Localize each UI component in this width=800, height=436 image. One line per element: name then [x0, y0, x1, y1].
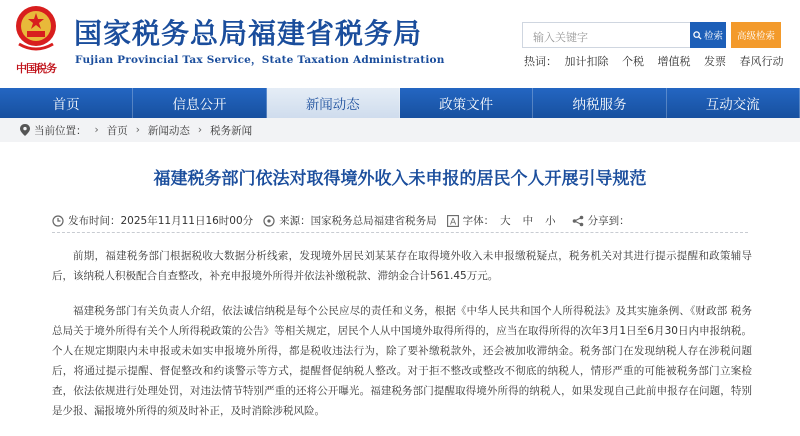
hot-word-link[interactable]: 发票	[704, 55, 726, 68]
svg-text:A: A	[449, 217, 456, 227]
nav-item-info-disclosure[interactable]: 信息公开	[133, 88, 266, 118]
clock-icon	[52, 215, 64, 227]
hot-words	[524, 53, 794, 69]
article-body	[52, 246, 752, 436]
search-input[interactable]: 输入关键字	[522, 22, 692, 48]
article-paragraph: 福建税务部门有关负责人介绍，依法诚信纳税是每个公民应尽的责任和义务，根据《中华人民共和国个人所得税法》及其实施条例、《财政部 税务总局关于境外所得有关个人所得税政策的公告》等相关规定，居民个人从中国境外取得所得的，应当在取得所得的次年3月1日至6月30日内申报纳税。个人在规定期限内未申报或未如实申报境外所得，都是税收违法行为，除了要补缴税款外，还会被加收滞纳金。税务部门在发现纳税人存在涉税问题后，将通过提示提醒、督促整改和约谈警示等方式，提醒督促纳税人整改。对于拒不整改或整改不彻底的纳税人，情形严重的可能被税务部门立案检查，依法依规进行处理处罚，对违法情节特别严重的还将公开曝光。福建税务部门提醒取得境外所得的纳税人，如果发现自己此前申报存在问题，特别是少报、漏报境外所得的须及时补正，及时消除涉税风险。	[52, 305, 752, 417]
article-title: 福建税务部门依法对取得境外收入未申报的居民个人开展引导规范	[153, 169, 647, 189]
breadcrumb-separator: ›	[135, 124, 140, 136]
article-source: 来源：国家税务总局福建省税务局	[279, 215, 437, 227]
source-icon	[263, 215, 275, 227]
font-size-label: 字体：	[462, 215, 495, 227]
search-button[interactable]	[690, 22, 726, 48]
breadcrumb-tax-news[interactable]: 税务新闻	[210, 124, 253, 137]
search-icon	[693, 31, 702, 40]
nav-item-home[interactable]: 首页	[0, 88, 133, 118]
main-nav	[0, 88, 800, 118]
nav-item-tax-service[interactable]: 纳税服务	[533, 88, 666, 118]
hot-word-link[interactable]: 春风行动	[739, 55, 784, 68]
breadcrumb-separator: ›	[197, 124, 203, 136]
article-meta	[52, 213, 630, 228]
font-size-large[interactable]: 大	[500, 215, 511, 227]
advanced-search-button[interactable]: 高级检索	[731, 22, 781, 48]
breadcrumb-news[interactable]: 新闻动态	[147, 124, 190, 137]
publish-time: 发布时间：2025年11月11日16时00分	[68, 215, 254, 227]
font-size-icon	[447, 215, 459, 227]
font-size-medium[interactable]: 中	[522, 215, 534, 227]
national-emblem-icon	[13, 4, 59, 54]
nav-item-interaction[interactable]: 互动交流	[667, 88, 800, 118]
article-paragraph: 前期，福建税务部门根据税收大数据分析线索，发现境外居民刘某某存在取得境外收入未申报缴税疑点，税务机关对其进行提示提醒和政策辅导后，该纳税人积极配合自查整改，补充申报境外所得并依法补缴税款、滞纳金合计561.45万元。	[52, 250, 752, 282]
font-size-small[interactable]: 小	[545, 215, 556, 227]
breadcrumb-home[interactable]: 首页	[106, 124, 128, 137]
breadcrumb	[0, 118, 800, 142]
breadcrumb-separator: ›	[94, 124, 99, 136]
emblem-caption: 中国税务	[16, 62, 56, 75]
hot-word-link[interactable]: 增值税	[657, 55, 691, 68]
site-subtitle: Fujian Provincial Tax Service，State Taxation Administration	[75, 54, 445, 66]
site-title[interactable]: 国家税务总局福建省税务局	[74, 17, 423, 50]
hot-words-label: 热词：	[524, 55, 557, 68]
nav-item-news[interactable]: 新闻动态	[267, 88, 400, 118]
meta-divider	[52, 232, 748, 233]
breadcrumb-label: 当前位置：	[34, 124, 87, 137]
site-header	[0, 0, 800, 88]
share-label[interactable]: 分享到：	[587, 215, 630, 227]
search-button-label: 检索	[703, 31, 723, 42]
location-pin-icon	[20, 124, 30, 136]
hot-word-link[interactable]: 个税	[622, 55, 644, 68]
hot-word-link[interactable]: 加计扣除	[564, 55, 609, 68]
share-icon	[572, 215, 584, 227]
nav-item-policy[interactable]: 政策文件	[400, 88, 533, 118]
